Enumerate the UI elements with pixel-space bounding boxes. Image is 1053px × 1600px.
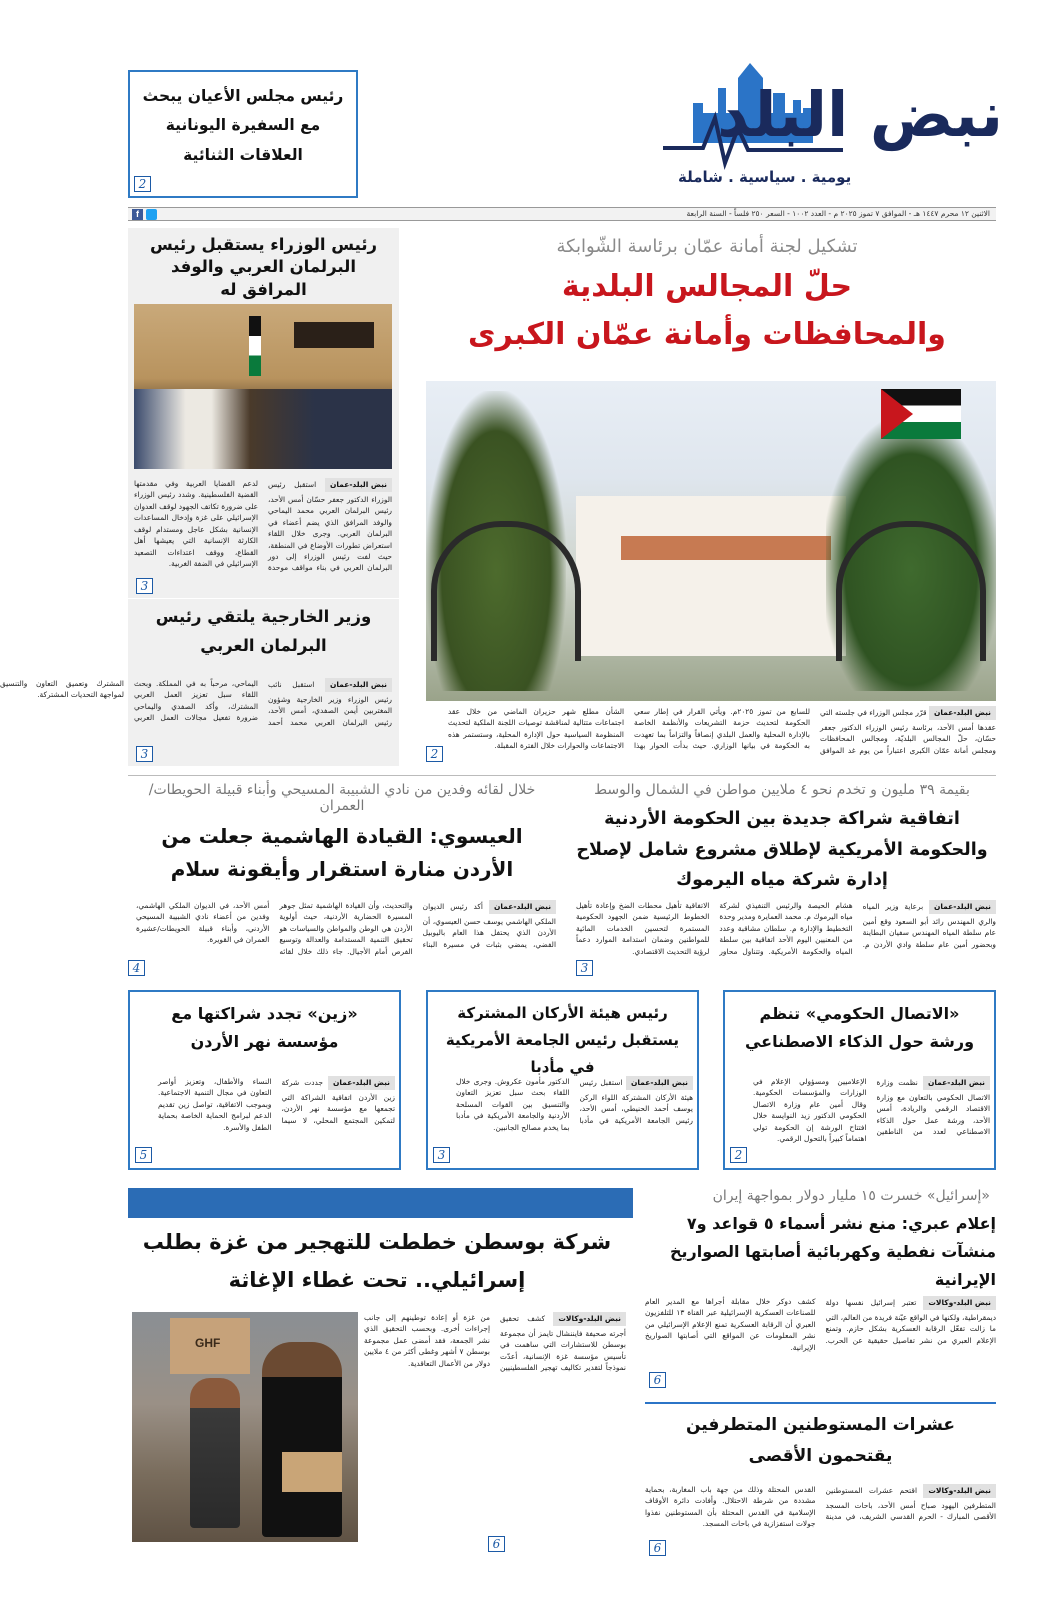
byline: نبض البلد-وكالات [923, 1484, 996, 1498]
gaza-aid-photo [132, 1312, 358, 1542]
logo-text: نبض البلد [717, 78, 1003, 151]
pm-building-photo [426, 381, 996, 701]
water-body: برعاية وزير المياه والري المهندس رائد أبو السعود وقع أمين عام سلطة المياه المهندس سفيان البطاينة وبحضور أمين عام سلطة وادي الأردن م. هشام الحيصة والرئيس التنفيذي لشركة مياه اليرموك م. محمد العمايرة ومدير وحدة التخطيط والإدارة م. سلطان مشاقبة وعدد من المعنيين اليوم الأحد اتفاقية بين سلطة المياه والحكومة الأمريكية. وتتناول محاور الاتفاقية تأهيل محطات الضخ وإعادة تأهيل الخطوط الرئيسية ضمن الجهود الحكومية المستمرة لتحسين الخدمات المائية للمواطنين وضمان استدامة الموارد دعماً لرؤية التحديث الاقتصادي. [576, 901, 996, 956]
people-seated [134, 389, 392, 469]
page-number: 2 [730, 1147, 747, 1163]
page-number: 6 [649, 1372, 666, 1388]
page-number: 3 [136, 746, 153, 762]
box-comm-title: «الاتصال الحكومي» تنظم ورشة حول الذكاء الاصطناعي [744, 1004, 975, 1051]
eisawi-body: أكد رئيس الديوان الملكي الهاشمي يوسف حسن العيسوي، أن الأردن الذي يحتفل هذا العام باليوبيل الفضي، يمضي بثبات في مسيرة البناء والتحديث، وأن القيادة الهاشمية تمثل جوهر المسيرة الحضارية الأردنية، حيث أولوية الأردن هي الوطن والمواطن والسياسات هو تحقيق التنمية المستدامة والعدالة وتوسيع الفرص أمام الأجيال. جاء ذلك خلال لقائه أمس الأحد، في الديوان الملكي الهاشمي، وفدين من أعضاء نادي الشبيبة المسيحي الأردني، وأبناء قبيلة الحويطات/عشيرة العمران في القويرة. [136, 901, 556, 956]
page-number: 6 [649, 1540, 666, 1556]
page-number: 6 [488, 1536, 505, 1552]
lead-body: قرّر مجلس الوزراء في جلسته التي عقدها أمس الأحد، برئاسة رئيس الوزراء الدكتور جعفر حسّان، حلّ المجالس البلديّة، ومجالس المحافظات ومجلس أمانة عمّان الكبرى اعتباراً من يوم غد الموافق للسابع من تموز ٢٠٢٥م. ويأتي القرار في إطار سعي الحكومة لتحديث حزمة التشريعات والأنظمة الخاصة بالإدارة المحلية والعمل البلدي إنصافاً والتزاماً بما تعهدت به الحكومة في بيانها الوزاري. حيث بدأت الحوار بهذا الشأن مطلع شهر حزيران الماضي من خلال عقد اجتماعات متتالية لمناقشة توصيات اللجنة الملكية لتحديث المنظومة السياسية حول الإدارة المحلية، وستستمر هذه الاجتماعات والحوارات خلال الفترة المقبلة. [448, 707, 996, 755]
divider [645, 1402, 996, 1404]
lead-story [418, 228, 996, 768]
box-comm-body: نظمت وزارة الاتصال الحكومي بالتعاون مع وزارة الاقتصاد الرقمي والريادة، أمس الأحد، ورشة عمل حول الذكاء الاصطناعي لعدد من الناطقين الإعلاميين ومسؤولي الإعلام في الوزارات والمؤسسات الحكومية. وقال أمين عام وزارة الاتصال الحكومي الدكتور زيد النوايسة خلال افتتاح الورشة إن الحكومة تولي اهتماماً كبيراً بالتحول الرقمي. [753, 1077, 990, 1144]
gaza-story [128, 1188, 633, 1568]
pm-meeting-photo [134, 304, 392, 469]
box-zain-body: جددت شركة زين الأردن اتفاقية الشراكة التي تجمعها مع مؤسسة نهر الأردن، لتمكين المجتمع المحلي، لا سيما النساء والأطفال، وتعزيز أواصر التعاون في مجال التنمية الاجتماعية. وبموجب الاتفاقية، تواصل زين تقديم الدعم لبرامج الحماية الخاصة بحماية الطفل والأسرة. [158, 1077, 395, 1132]
pm-story-title[interactable]: رئيس الوزراء يستقبل رئيس البرلمان العربي والوفد المرافق له [149, 235, 378, 299]
gate-right [836, 521, 986, 661]
tagline: يومية . سياسية . شاملة [678, 168, 852, 186]
settlers-headline[interactable]: عشرات المستوطنين المتطرفين يقتحمون الأقصى [686, 1415, 955, 1466]
byline: نبض البلد-وكالات [923, 1296, 996, 1310]
box-army[interactable] [426, 990, 699, 1170]
man-figure [262, 1342, 342, 1537]
divider [128, 775, 996, 776]
gate-left [431, 521, 581, 661]
settlers-story [645, 1410, 996, 1570]
eisawi-headline[interactable]: العيسوي: القيادة الهاشمية جعلت من الأردن منارة استقرار وأيقونة سلام [161, 824, 523, 881]
box-army-body: استقبل رئيس هيئة الأركان المشتركة اللواء الركن يوسف أحمد الحنيطي، أمس الأحد، رئيس الجامعة الأمريكية في مأدبا الدكتور مأمون عكروش. وجرى خلال اللقاء بحث سبل تعزيز التعاون والتنسيق بين القوات المسلحة الأردنية والجامعة الأمريكية في مأدبا بما يخدم مصالح الجانبين. [456, 1077, 693, 1132]
pm-story-body: استقبل رئيس الوزراء الدكتور جعفر حسّان أمس الأحد، رئيس البرلمان العربي محمد اليماحي والوفد المرافق الذي يضم أعضاء في البرلمان العربي. وجرى خلال اللقاء استعراض تطورات الأوضاع في المنطقة، حيث لفت رئيس الوزراء إلى دور البرلمان العربي في بناء مواقف موحدة لدعم القضايا العربية وفي مقدمتها القضية الفلسطينية. وشدد رئيس الوزراء على ضرورة تكاتف الجهود لوقف العدوان الإسرائيلي على غزة وإدخال المساعدات الإنسانية بشكل عاجل ومستدام لوقف الكارثة الإنسانية التي يعيشها أهل القطاع، ووقف اعتداءات التصعيد الإسرائيلي في الضفة الغربية. [134, 479, 392, 573]
settlers-body-wrap [645, 1484, 996, 1560]
byline: نبض البلد-عمان [626, 1076, 693, 1090]
box-zain-body-wrap [158, 1076, 395, 1162]
fm-story-title[interactable]: وزير الخارجية يلتقي رئيس البرلمان العربي [155, 607, 372, 655]
pm-story-body-wrap [134, 478, 392, 578]
byline: نبض البلد-عمان [325, 678, 392, 692]
page-number: 5 [135, 1147, 152, 1163]
byline: نبض البلد-عمان [489, 900, 556, 914]
eisawi-kicker: خلال لقائه وفدين من نادي الشبيبة المسيحي وأبناء قبيلة الحويطات/العمران [148, 782, 536, 814]
box-comm[interactable] [723, 990, 996, 1170]
iran-headline[interactable]: إعلام عبري: منع نشر أسماء ٥ قواعد و٧ منشآت نفطية وكهربائية أصابتها الصواريخ الإيرانية [669, 1214, 996, 1289]
gaza-blue-bar [128, 1188, 633, 1218]
issue-bar [128, 207, 996, 221]
page-number: 2 [426, 746, 443, 762]
water-kicker: بقيمة ٣٩ مليون و تخدم نحو ٤ ملايين مواطن في الشمال والوسط [594, 782, 970, 798]
page-number: 3 [136, 578, 153, 594]
gaza-headline[interactable]: شركة بوسطن خططت للتهجير من غزة بطلب إسرائيلي.. تحت غطاء الإغاثة [142, 1230, 612, 1292]
water-body-wrap [576, 900, 996, 964]
page-number: 3 [576, 960, 593, 976]
box-zain[interactable] [128, 990, 401, 1170]
iran-kicker: «إسرائيل» خسرت ١٥ مليار دولار بمواجهة إيران [712, 1188, 990, 1204]
page-number: 3 [433, 1147, 450, 1163]
fm-story-body-wrap [0, 678, 392, 742]
byline: نبض البلد-عمان [929, 706, 996, 720]
page-number: 2 [134, 176, 151, 192]
flag-triangle [881, 389, 913, 439]
aid-box [170, 1318, 250, 1374]
byline: نبض البلد-وكالات [553, 1312, 626, 1326]
fm-story-body: استقبل نائب رئيس الوزراء وزير الخارجية وشؤون المغتربين أيمن الصفدي، أمس الأحد، رئيس البرلمان العربي محمد أحمد اليماحي، مرحباً به في المملكة. وبحث اللقاء سبل تعزيز العمل العربي المشترك، وأكد الصفدي واليماحي ضرورة تفعيل مجالات العمل العربي المشترك وتعميق التعاون والتنسيق لمواجهة التحديات المشتركة. [0, 679, 392, 727]
iran-body: تعتبر إسرائيل نفسها دولة ديمقراطية، ولكنها في الواقع عيّنة فريدة من العالم، التي ما زالت تفعّل الرقابة العسكرية بشكل حازم. وتمنع الإعلام العبري من نشر تفاصيل حقيقية عن الحرب. كشف دوكر خلال مقابلة أجراها مع المدير العام للصناعات العسكرية الإسرائيلية عبر القناة ١٣ للتلفزيون العبري أن الرقابة العسكرية تمنع الإعلام الإسرائيلي من نشر المعلومات عن المواقع التي أصابتها الصواريخ الإيرانية. [645, 1297, 996, 1352]
iran-body-wrap [645, 1296, 996, 1388]
water-story [568, 782, 996, 982]
box-army-body-wrap [456, 1076, 693, 1162]
lead-kicker: تشكيل لجنة أمانة عمّان برئاسة الشّوابكة [556, 236, 858, 257]
box-comm-body-wrap [753, 1076, 990, 1162]
pm-story [0, 228, 399, 766]
eisawi-story [128, 782, 556, 982]
water-headline[interactable]: اتفاقية شراكة جديدة بين الحكومة الأردنية والحكومة الأمريكية لإطلاق مشروع شامل لإصلاح إدارة شركة مياه اليرموك [576, 809, 988, 891]
lead-headline[interactable]: حلّ المجالس البلدية والمحافظات وأمانة عمّان الكبرى [468, 269, 946, 352]
building [576, 496, 846, 656]
byline: نبض البلد-عمان [929, 900, 996, 914]
box-zain-title: «زين» تجدد شراكتها مع مؤسسة نهر الأردن [171, 1004, 358, 1051]
issue-line: الاثنين ١٢ محرم ١٤٤٧ هـ - الموافق ٧ تموز ٢٠٢٥ م - العدد ١٠٠٢ - السعر ٢٥٠ فلساً - السنة الرابعة [686, 209, 990, 218]
roof [621, 536, 831, 560]
box-army-title: رئيس هيئة الأركان المشتركة يستقبل رئيس الجامعة الأمريكية في مأدبا [445, 1004, 680, 1076]
flag-jordan [249, 316, 261, 376]
top-story-title: رئيس مجلس الأعيان يبحث مع السفيرة اليونانية العلاقات الثنائية [142, 87, 344, 164]
gaza-body-wrap [364, 1312, 626, 1532]
twitter-icon[interactable] [146, 209, 157, 220]
eisawi-body-wrap [136, 900, 556, 964]
aid-box-label: GHF [195, 1336, 221, 1350]
byline: نبض البلد-عمان [325, 478, 392, 492]
masthead [513, 50, 1003, 200]
portrait-frames [294, 322, 374, 348]
gaza-body: كشف تحقيق أجرته صحيفة فايننشال تايمز أن مجموعة بوسطن للاستشارات التي ساهمت في تأسيس مؤسسة غزة الإنسانية، أعدّت نموذجاً لتقدير تكاليف تهجير الفلسطينيين من غزة أو إعادة توطينهم إلى جانب إجراءات أخرى. وبحسب التحقيق الذي نشر الجمعة، فقد أمضى عمل مجموعة بوسطن ٧ أشهر وغطى أكثر من ٤ ملايين دولار من الأعمال التعاقدية. [364, 1313, 626, 1373]
child-figure [190, 1378, 240, 1528]
page-number: 4 [128, 960, 145, 976]
byline: نبض البلد-عمان [328, 1076, 395, 1090]
facebook-icon[interactable]: f [132, 209, 143, 220]
carried-box [282, 1452, 342, 1492]
settlers-body: اقتحم عشرات المستوطنين المتطرفين اليهود صباح أمس الأحد، باحات المسجد الأقصى المبارك - الحرم القدسي الشريف، في مدينة القدس المحتلة وذلك من جهة باب المغاربة، بحماية مشددة من شرطة الاحتلال. وأفادت دائرة الأوقاف الإسلامية في القدس المحتلة بأن المستوطنين نفذوا جولات استفزازية في باحات المسجد. [645, 1485, 996, 1529]
byline: نبض البلد-عمان [923, 1076, 990, 1090]
iran-story [645, 1188, 996, 1398]
top-story-box[interactable] [128, 70, 358, 198]
lead-body-wrap [448, 706, 996, 762]
